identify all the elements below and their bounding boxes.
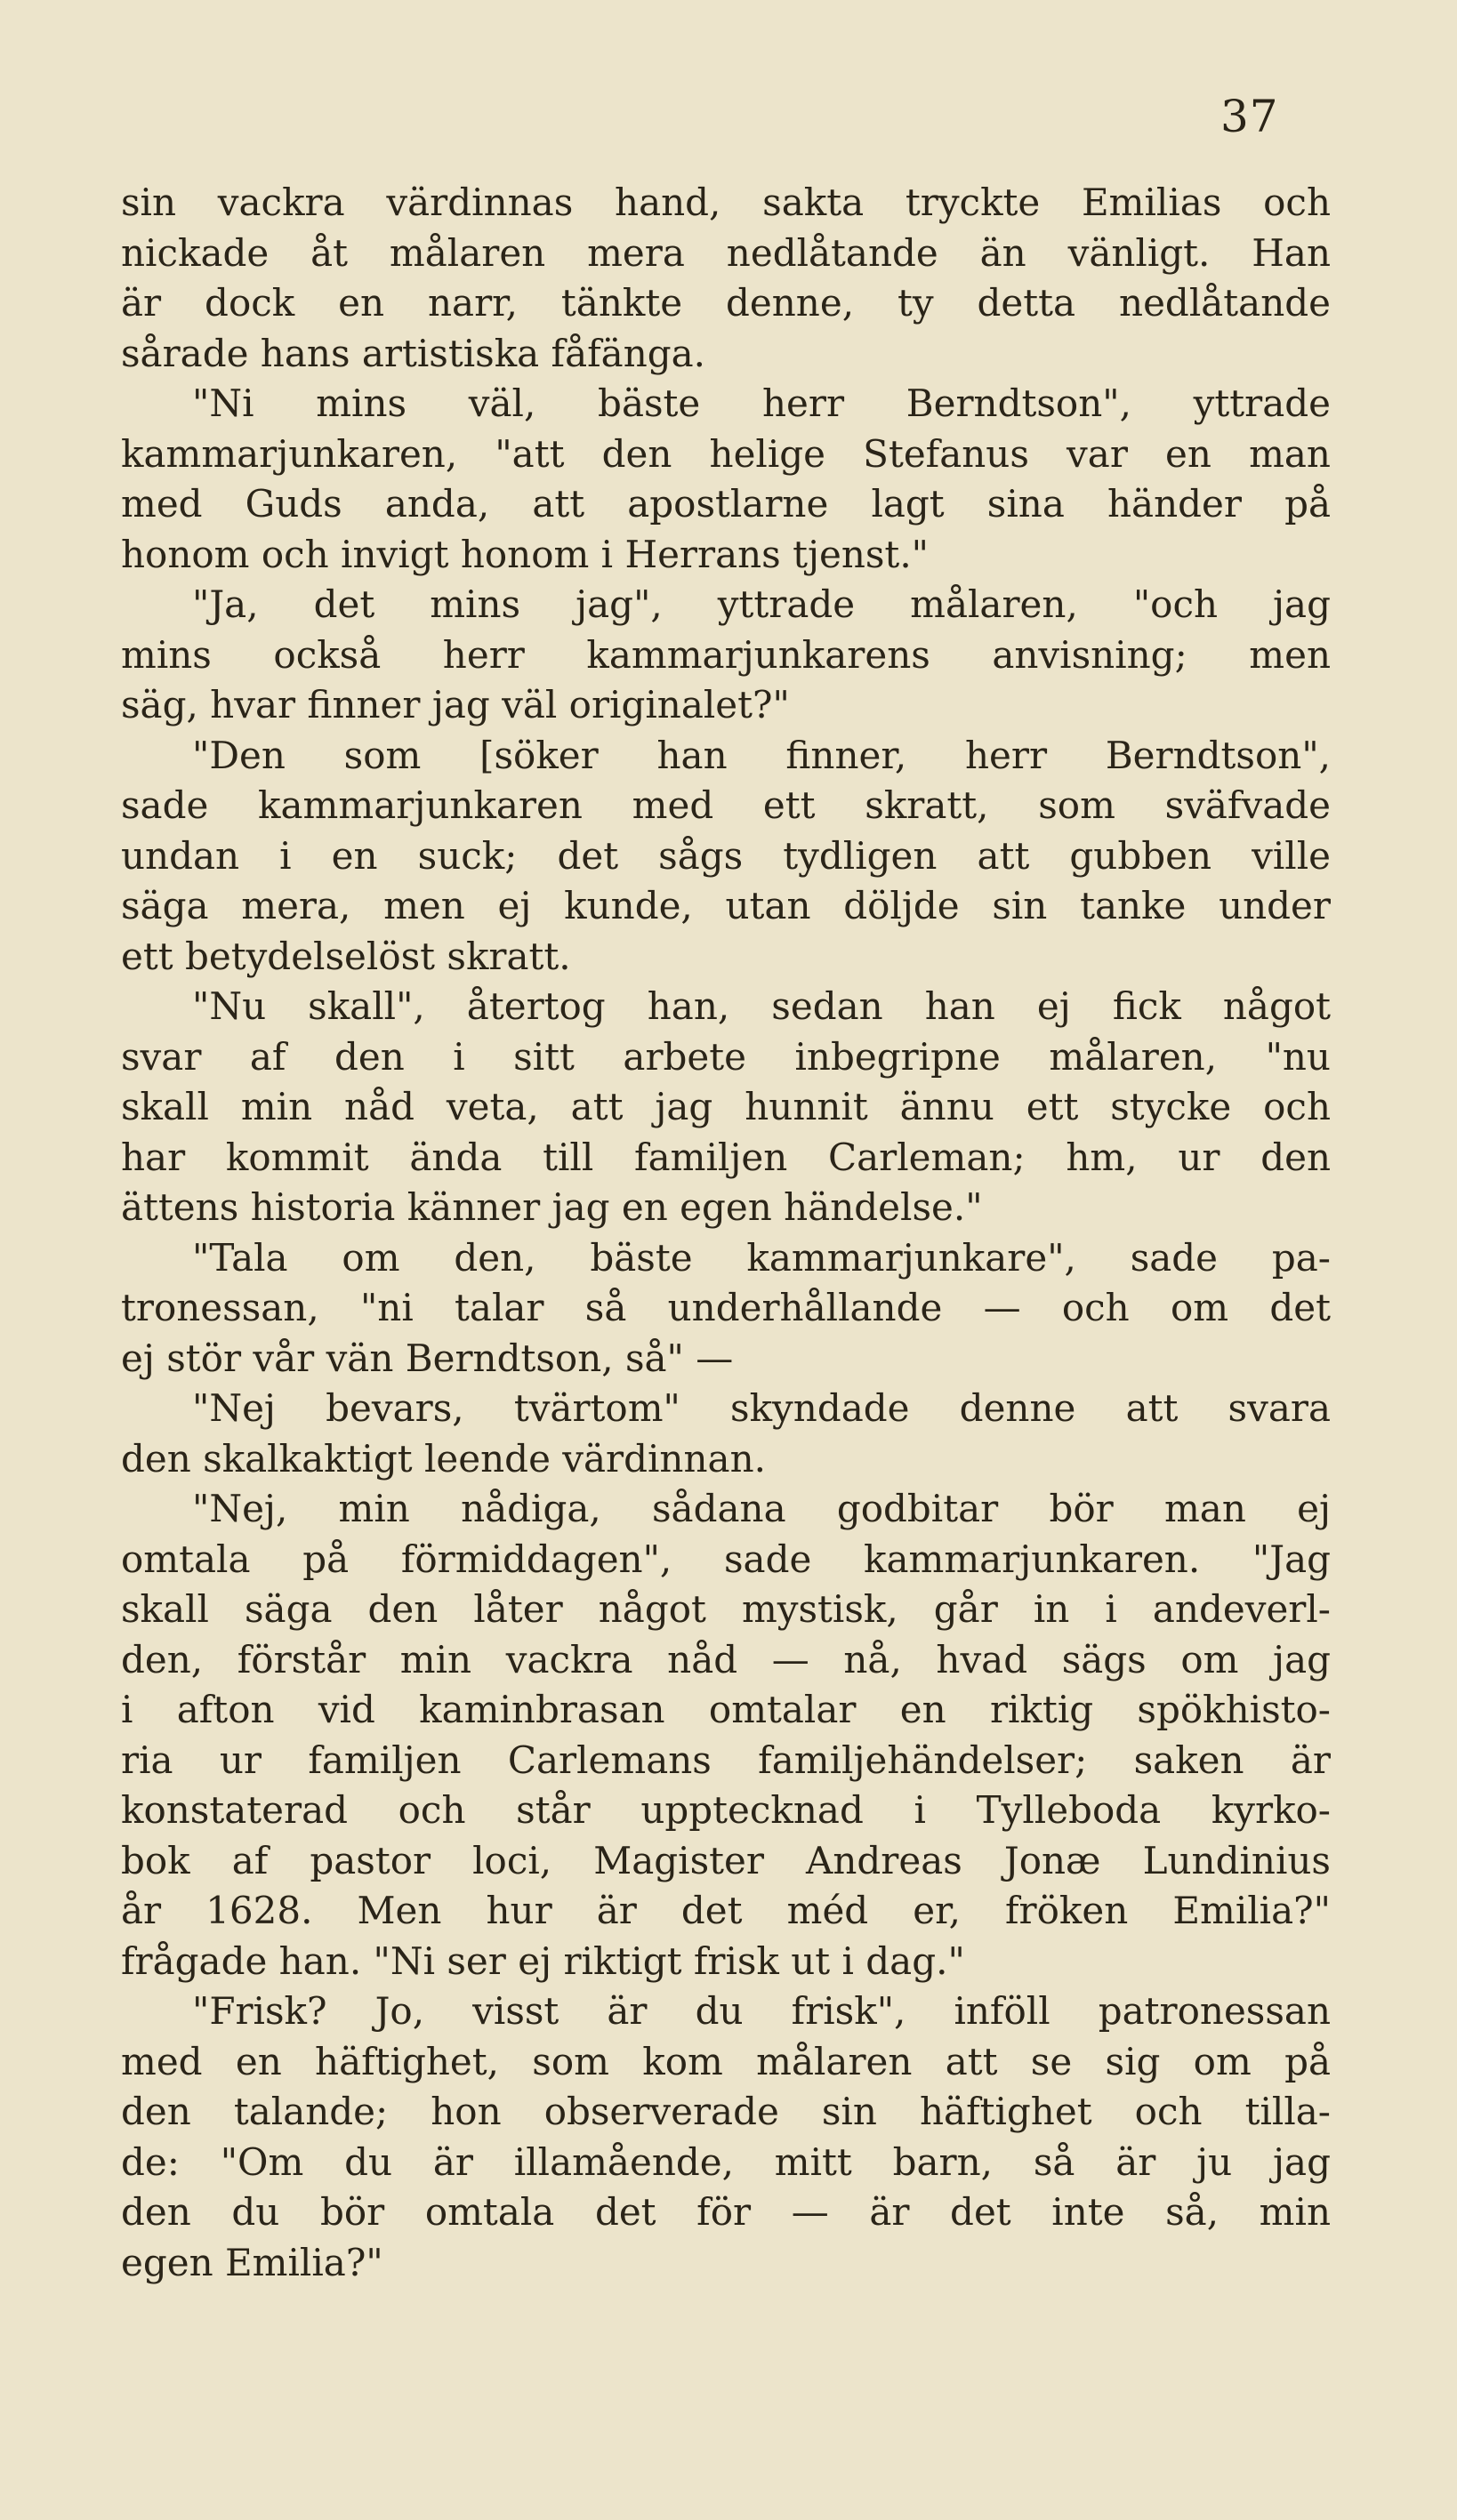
text-line: är dock en narr, tänkte denne, ty detta nedlåtande: [121, 281, 1331, 325]
text-line: den skalkaktigt leende värdinnan.: [121, 1436, 766, 1481]
text-line: sårade hans artistiska fåfänga.: [121, 331, 706, 375]
text-line: med Guds anda, att apostlarne lagt sina händer på: [121, 482, 1331, 526]
text-line: den, förstår min vackra nåd — nå, hvad sägs om jag: [121, 1637, 1331, 1681]
text-line: sin vackra värdinnas hand, sakta tryckte Emilias och: [121, 181, 1331, 224]
text-line: säga mera, men ej kunde, utan döljde sin tanke under: [121, 884, 1331, 927]
text-line: ättens historia känner jag en egen händelse.": [121, 1185, 983, 1229]
page-number: 37: [1220, 91, 1279, 142]
text-line: de: "Om du är illamående, mitt barn, så är ju jag: [121, 2139, 1331, 2184]
text-line: nickade åt målaren mera nedlåtande än vänligt. Han: [121, 230, 1331, 275]
text-line: i afton vid kaminbrasan omtalar en riktig spökhisto-: [121, 1688, 1331, 1731]
text-line: säg, hvar finner jag väl originalet?": [121, 683, 790, 726]
text-line: frågade han. "Ni ser ej riktigt frisk ut i dag.": [121, 1938, 965, 1983]
text-line: med en häftighet, som kom målaren att se sig om på: [121, 2039, 1331, 2083]
text-line: skall min nåd veta, att jag hunnit ännu ett stycke och: [121, 1085, 1331, 1128]
text-line: tronessan, "ni talar så underhållande — och om det: [121, 1286, 1331, 1329]
text-line: "Den som [söker han finner, herr Berndtson",: [192, 733, 1331, 777]
text-line: den talande; hon observerade sin häftighet och tilla-: [121, 2090, 1331, 2133]
text-line: svar af den i sitt arbete inbegripne målaren, "nu: [121, 1034, 1331, 1079]
text-line: skall säga den låter något mystisk, går in i andeverl-: [121, 1587, 1331, 1631]
text-line: den du bör omtala det för — är det inte så, min: [121, 2190, 1331, 2234]
text-line: har kommit ända till familjen Carleman; hm, ur den: [121, 1135, 1331, 1179]
text-line: omtala på förmiddagen", sade kammarjunkaren. "Jag: [121, 1537, 1331, 1581]
text-line: kammarjunkaren, "att den helige Stefanus var en man: [121, 431, 1331, 476]
text-line: egen Emilia?": [121, 2240, 383, 2284]
text-line: ria ur familjen Carlemans familjehändelser; saken är: [121, 1738, 1331, 1782]
text-line: ej stör vår vän Berndtson, så" —: [121, 1336, 734, 1380]
text-line: "Nej bevars, tvärtom" skyndade denne att svara: [192, 1386, 1331, 1430]
text-line: "Nu skall", återtog han, sedan han ej fick något: [192, 984, 1331, 1028]
text-line: "Frisk? Jo, visst är du frisk", inföll patronessan: [192, 1989, 1331, 2033]
text-line: undan i en suck; det sågs tydligen att gubben ville: [121, 833, 1331, 878]
text-line: "Nej, min nådiga, sådana godbitar bör man ej: [192, 1487, 1331, 1530]
text-line: "Ja, det mins jag", yttrade målaren, "och jag: [192, 582, 1331, 626]
text-line: "Ni mins väl, bäste herr Berndtson", yttrade: [192, 381, 1331, 425]
body-text: [121, 178, 1331, 2288]
text-line: bok af pastor loci, Magister Andreas Jonæ Lundinius: [121, 1838, 1331, 1882]
text-line: honom och invigt honom i Herrans tjenst.": [121, 532, 929, 576]
text-line: "Tala om den, bäste kammarjunkare", sade pa-: [192, 1235, 1331, 1280]
text-line: konstaterad och står upptecknad i Tylleboda kyrko-: [121, 1788, 1331, 1832]
text-line: år 1628. Men hur är det méd er, fröken Emilia?": [121, 1889, 1331, 1932]
text-line: mins också herr kammarjunkarens anvisning; men: [121, 632, 1331, 677]
text-line: ett betydelselöst skratt.: [121, 934, 571, 978]
text-line: sade kammarjunkaren med ett skratt, som sväfvade: [121, 783, 1331, 827]
